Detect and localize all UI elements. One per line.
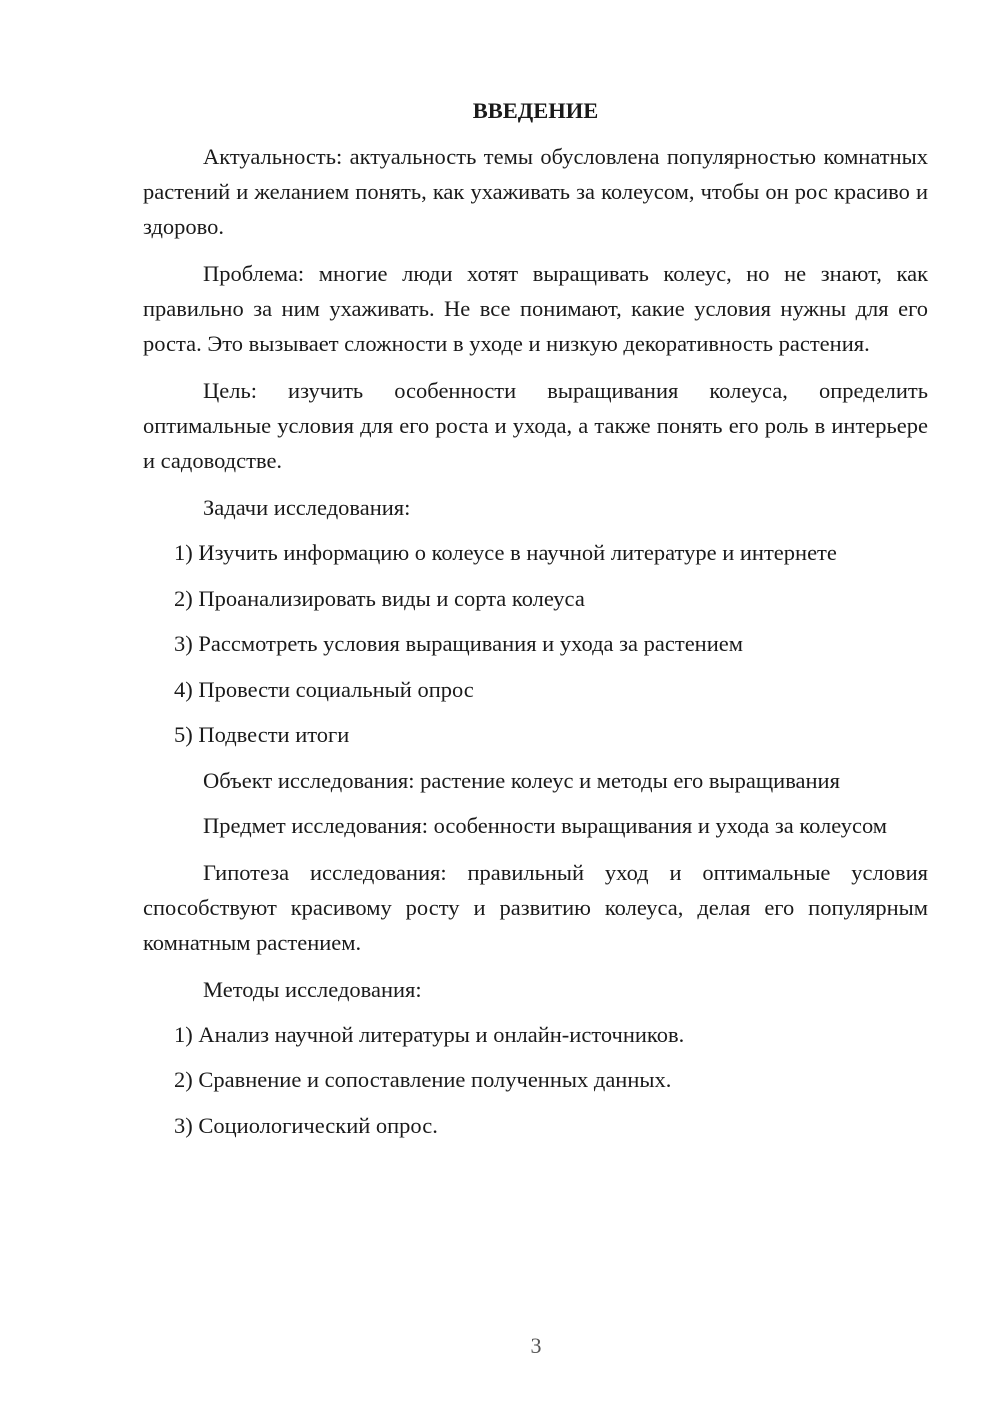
relevance-paragraph: Актуальность: актуальность темы обусловлена популярностью комнатных растений и желанием понять, как ухаживать за колеусом, чтобы он рос красиво и здорово.: [143, 144, 928, 239]
tasks-heading: Задачи исследования:: [203, 495, 411, 520]
list-item: 3) Социологический опрос.: [174, 1112, 438, 1138]
list-item: 3) Рассмотреть условия выращивания и ухода за растением: [174, 631, 743, 656]
list-item: 1) Анализ научной литературы и онлайн-источников.: [174, 1021, 685, 1047]
hypothesis-paragraph: Гипотеза исследования: правильный уход и оптимальные условия способствуют красивому росту и развитию колеуса, делая его популярным комнатным растением.: [143, 859, 928, 955]
goal-paragraph: Цель: изучить особенности выращивания колеуса, определить оптимальные условия для его роста и ухода, а также понять его роль в интерьере и садоводстве.: [143, 378, 928, 473]
problem-paragraph: Проблема: многие люди хотят выращивать колеус, но не знают, как правильно за ним ухаживать. Не все понимают, какие условия нужны для его роста. Это вызывает сложности в уходе и низкую декоративность растения.: [143, 261, 928, 356]
subject-paragraph: Предмет исследования: особенности выращивания и ухода за колеусом: [203, 812, 888, 838]
list-item: 2) Проанализировать виды и сорта колеуса: [174, 585, 585, 611]
list-item: 1) Изучить информацию о колеусе в научной литературе и интернете: [174, 540, 837, 565]
page-content: [143, 96, 928, 1153]
section-title: ВВЕДЕНИЕ: [472, 98, 599, 123]
tasks-list: [143, 535, 928, 752]
list-item: 4) Провести социальный опрос: [174, 676, 474, 702]
methods-heading: Методы исследования:: [203, 976, 422, 1002]
list-item: 2) Сравнение и сопоставление полученных данных.: [174, 1067, 672, 1092]
methods-list: [143, 1017, 928, 1143]
list-item: 5) Подвести итоги: [174, 722, 350, 747]
object-paragraph: Объект исследования: растение колеус и методы его выращивания: [203, 767, 840, 793]
page-number: 3: [530, 1333, 542, 1358]
